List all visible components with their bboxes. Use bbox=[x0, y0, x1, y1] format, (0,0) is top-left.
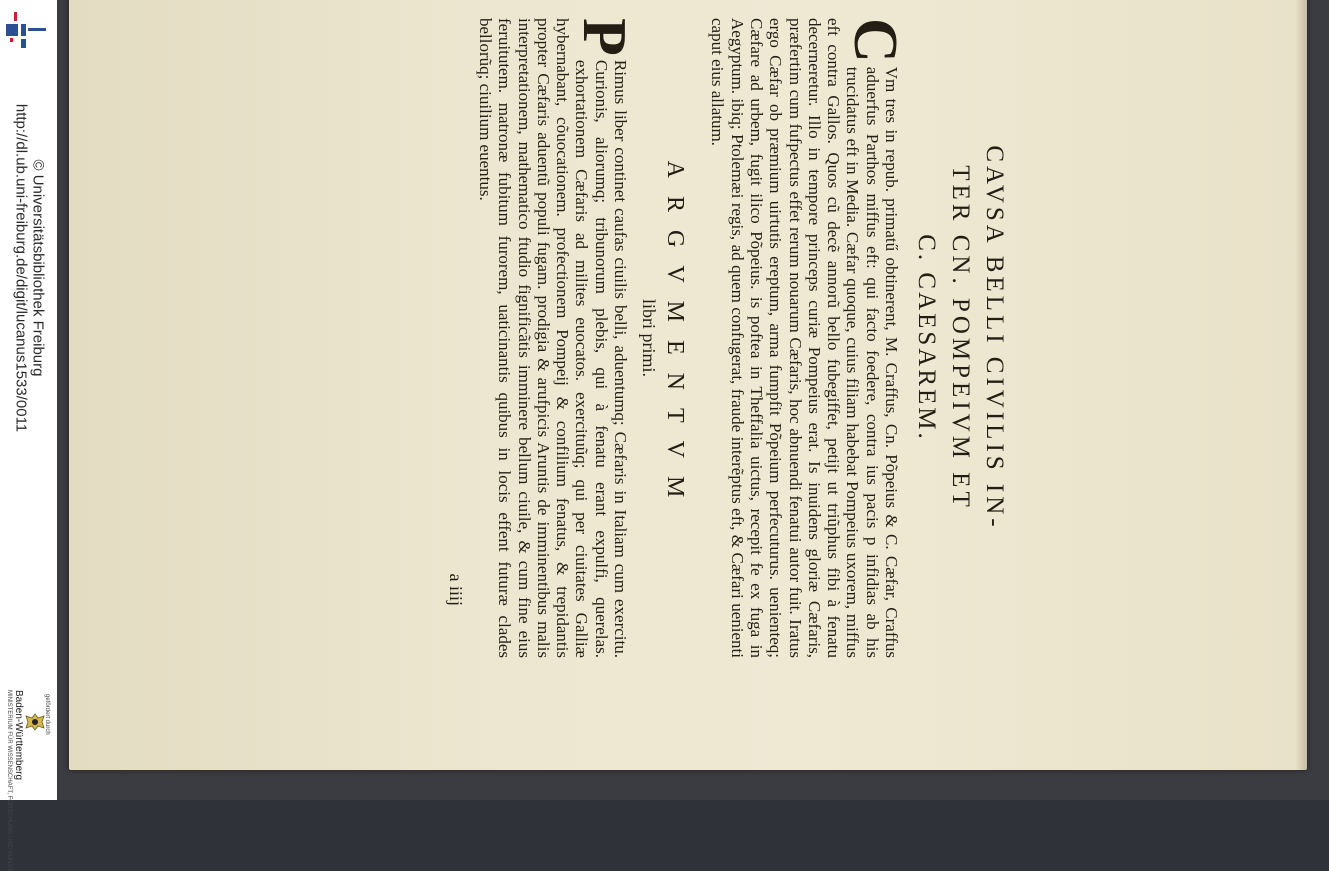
page-title-line-1: CAVSA BELLI CIVILIS IN- bbox=[981, 145, 1008, 531]
drop-cap-initial: C bbox=[841, 18, 909, 63]
drop-cap-initial: P bbox=[570, 18, 639, 56]
funder-name: Baden-Württemberg bbox=[13, 690, 24, 781]
page-text bbox=[445, 18, 1011, 658]
state-crest-icon bbox=[24, 712, 46, 732]
document-url[interactable]: http://dl.ub.uni-freiburg.de/digit/lucanus1533/0011 bbox=[12, 103, 29, 433]
sidebar bbox=[0, 0, 58, 871]
copyright-notice: © Universitätsbibliothek Freiburg bbox=[29, 159, 46, 377]
signature-mark: a iiij bbox=[445, 573, 466, 606]
funded-by-label: gefördert durch bbox=[44, 694, 50, 735]
page-title-line-2: TER CN. POMPEIVM ET bbox=[947, 165, 974, 511]
argument-subheading: libri primi. bbox=[639, 299, 660, 377]
paragraph-2-text: Rimus liber continet caufas ciuilis belli, aduentumq; Cæfaris in Italiam cum exercitu. Curionis, aliorumq; tribunorum plebis, qui à fenatu erant expulfi, querelas. exhortationem Cæfaris ad milites euocatos. exercituũq; qui per ciuitates Galliæ hybernabant, cõuocationem. profectionem Pompeij & confilium fenatus, & trepidantis propter Cæfaris aduentũ populi fugam. prodigia & arufpicis Aruntis de imminentibus malis interpretationem, mathematico ftudio fignificãtis imminere bellum ciuile, & cum fine eius feruitutem. matronæ fubitum furorem, uaticinantis quibus in locis effent futuræ clades bellorũq; ciuilium euentus. bbox=[475, 18, 631, 658]
funding-logo bbox=[6, 690, 54, 871]
page-title-line-3: C. CAESAREM. bbox=[913, 234, 940, 442]
viewer-canvas[interactable] bbox=[57, 0, 1329, 800]
paragraph-1-text: Vm tres in repub. primatű obtinerent, M. Craffus, Cn. Põpeius & C. Cæfar, Craffus aduerfus Parthos miffus eft: qui facto foedere, contra ius pacis p infidias ab his trucidatus eft in Media. Cæfar quoque, cuius filiam habebat Pompeius uxorem, miffus eft contra Gallos. Quos cũ decẽ annorũ bello fubegiffet, petijt ut triũphus fibi à fenatu decerneretur. Illo in tempore princeps curiæ Pompeius erat. Is inuidens gloriæ Cæfaris, præfertim cum fufpectus effet rerum nouarum Cæfaris, hoc abnuendi fenatui autor fuit. Iratus ergo Cæfar ob præmium uirtutis ereptum, arma fumpfit Põpeium perfecuturus. uenienteq; Cæfare ad urbem, fugit ilico Põpeius. is poftea in Theffalia uictus, recepit fe ex fuga in Aegyptum. ibiq; Ptolemæi regis, ad quem confugerat, fraude interẽptus eft, & Cæfari uenienti caput eius allatum. bbox=[708, 18, 901, 658]
university-logo-icon[interactable] bbox=[4, 8, 48, 52]
body-paragraph-2 bbox=[475, 18, 639, 658]
ministry-name: MINISTERIUM FÜR WISSENSCHAFT, FORSCHUNG UND KUNST bbox=[6, 690, 12, 871]
scanned-page bbox=[69, 0, 1307, 770]
argument-heading: ARGVMENTVM bbox=[662, 160, 689, 516]
body-paragraph-1 bbox=[708, 18, 909, 658]
